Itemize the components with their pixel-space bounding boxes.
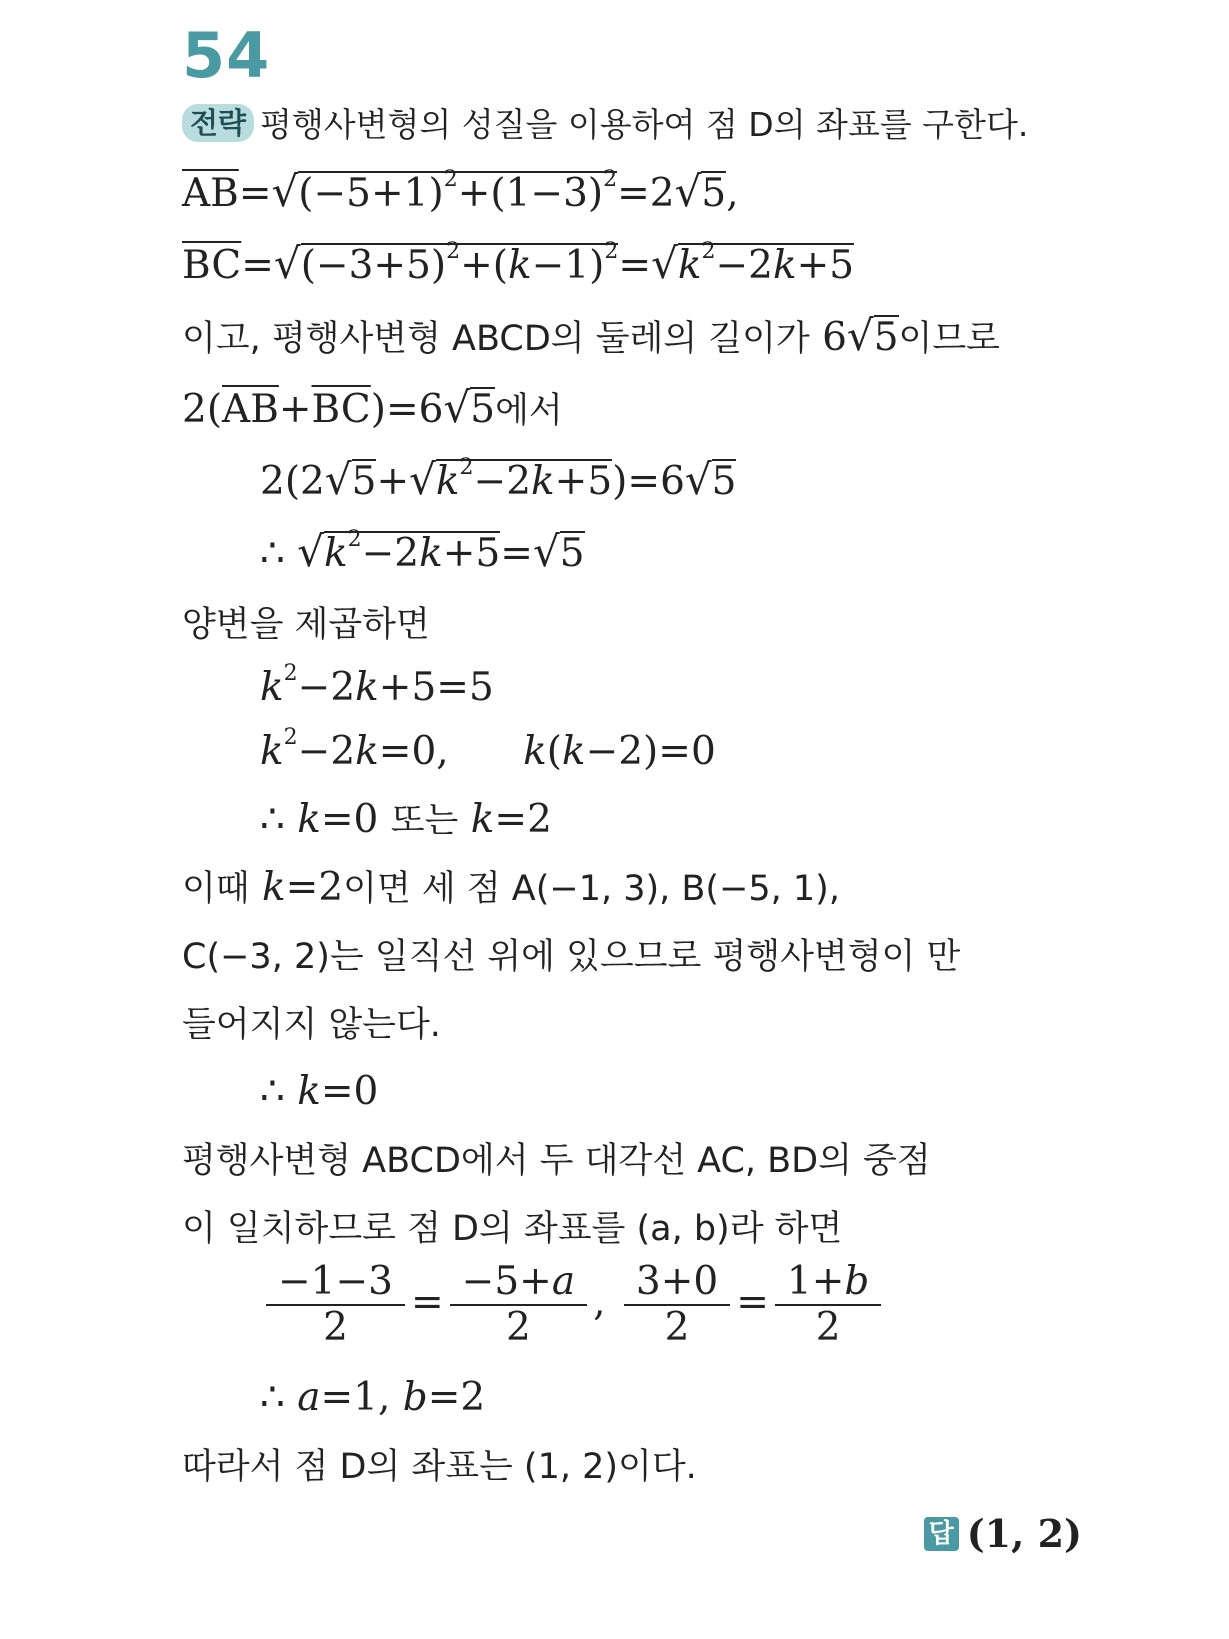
- collinear-line-1: 이때 k=2이면 세 점 A(−1, 3), B(−5, 1),: [182, 865, 840, 910]
- answer: [924, 1510, 1082, 1558]
- answer-badge: 답: [924, 1517, 959, 1551]
- square-text: 양변을 제곱하면: [182, 605, 430, 645]
- collinear-line-3: 들어지지 않는다.: [182, 1005, 441, 1045]
- step-k-zero: ∴ k=0: [260, 1069, 379, 1114]
- problem-number: 54: [182, 19, 271, 92]
- step-substitution: $2(2√5+√k^2-2k+5)=6√5$: [260, 455, 737, 504]
- answer-value: (1, 2): [966, 1511, 1082, 1556]
- solution-page: [182, 19, 1082, 1556]
- step-factor: $k^2-2k=0$, k(k−2)=0: [260, 725, 716, 774]
- equation-bc: $\overline{BC}=√(-3+5)^2+(k-1)^2=√k^2-2k+5$: [182, 239, 855, 288]
- strategy-line: [182, 100, 1028, 149]
- equation-ab: $\overline{AB}=√(-5+1)^2+(1-3)^2=2√5$,: [182, 167, 739, 216]
- step-squared: $k^2-2k+5=5$: [260, 661, 494, 710]
- strategy-badge: 전략: [182, 104, 254, 142]
- collinear-line-2: C(−3, 2)는 일직선 위에 있으므로 평행사변형이 만: [182, 937, 961, 977]
- perimeter-equation: $2(\overline{AB}+\overline{BC})=6√5$에서: [182, 383, 563, 432]
- step-ab-values: ∴ a=1, b=2: [260, 1375, 486, 1420]
- strategy-text: 평행사변형의 성질을 이용하여 점 D의 좌표를 구한다.: [260, 105, 1029, 144]
- diagonal-line-2: 이 일치하므로 점 D의 좌표를 (a, b)라 하면: [182, 1209, 843, 1249]
- step-root: ∴ $√k^2-2k+5=√5$: [260, 527, 585, 576]
- diagonal-line-1: 평행사변형 ABCD에서 두 대각선 AC, BD의 중점: [182, 1141, 931, 1181]
- perimeter-line: 이고, 평행사변형 ABCD의 둘레의 길이가 6√5이므로: [182, 311, 1000, 360]
- conclusion-line: 따라서 점 D의 좌표는 (1, 2)이다.: [182, 1447, 697, 1487]
- step-k-values: ∴ k=0 또는 k=2: [260, 797, 552, 842]
- midpoint-equation: $\frac{-1-3}{2}$ = $\frac{-5+a}{2}$ , $\frac{3+0}{2}$ = $\frac{1+b}{2}$: [260, 1260, 887, 1350]
